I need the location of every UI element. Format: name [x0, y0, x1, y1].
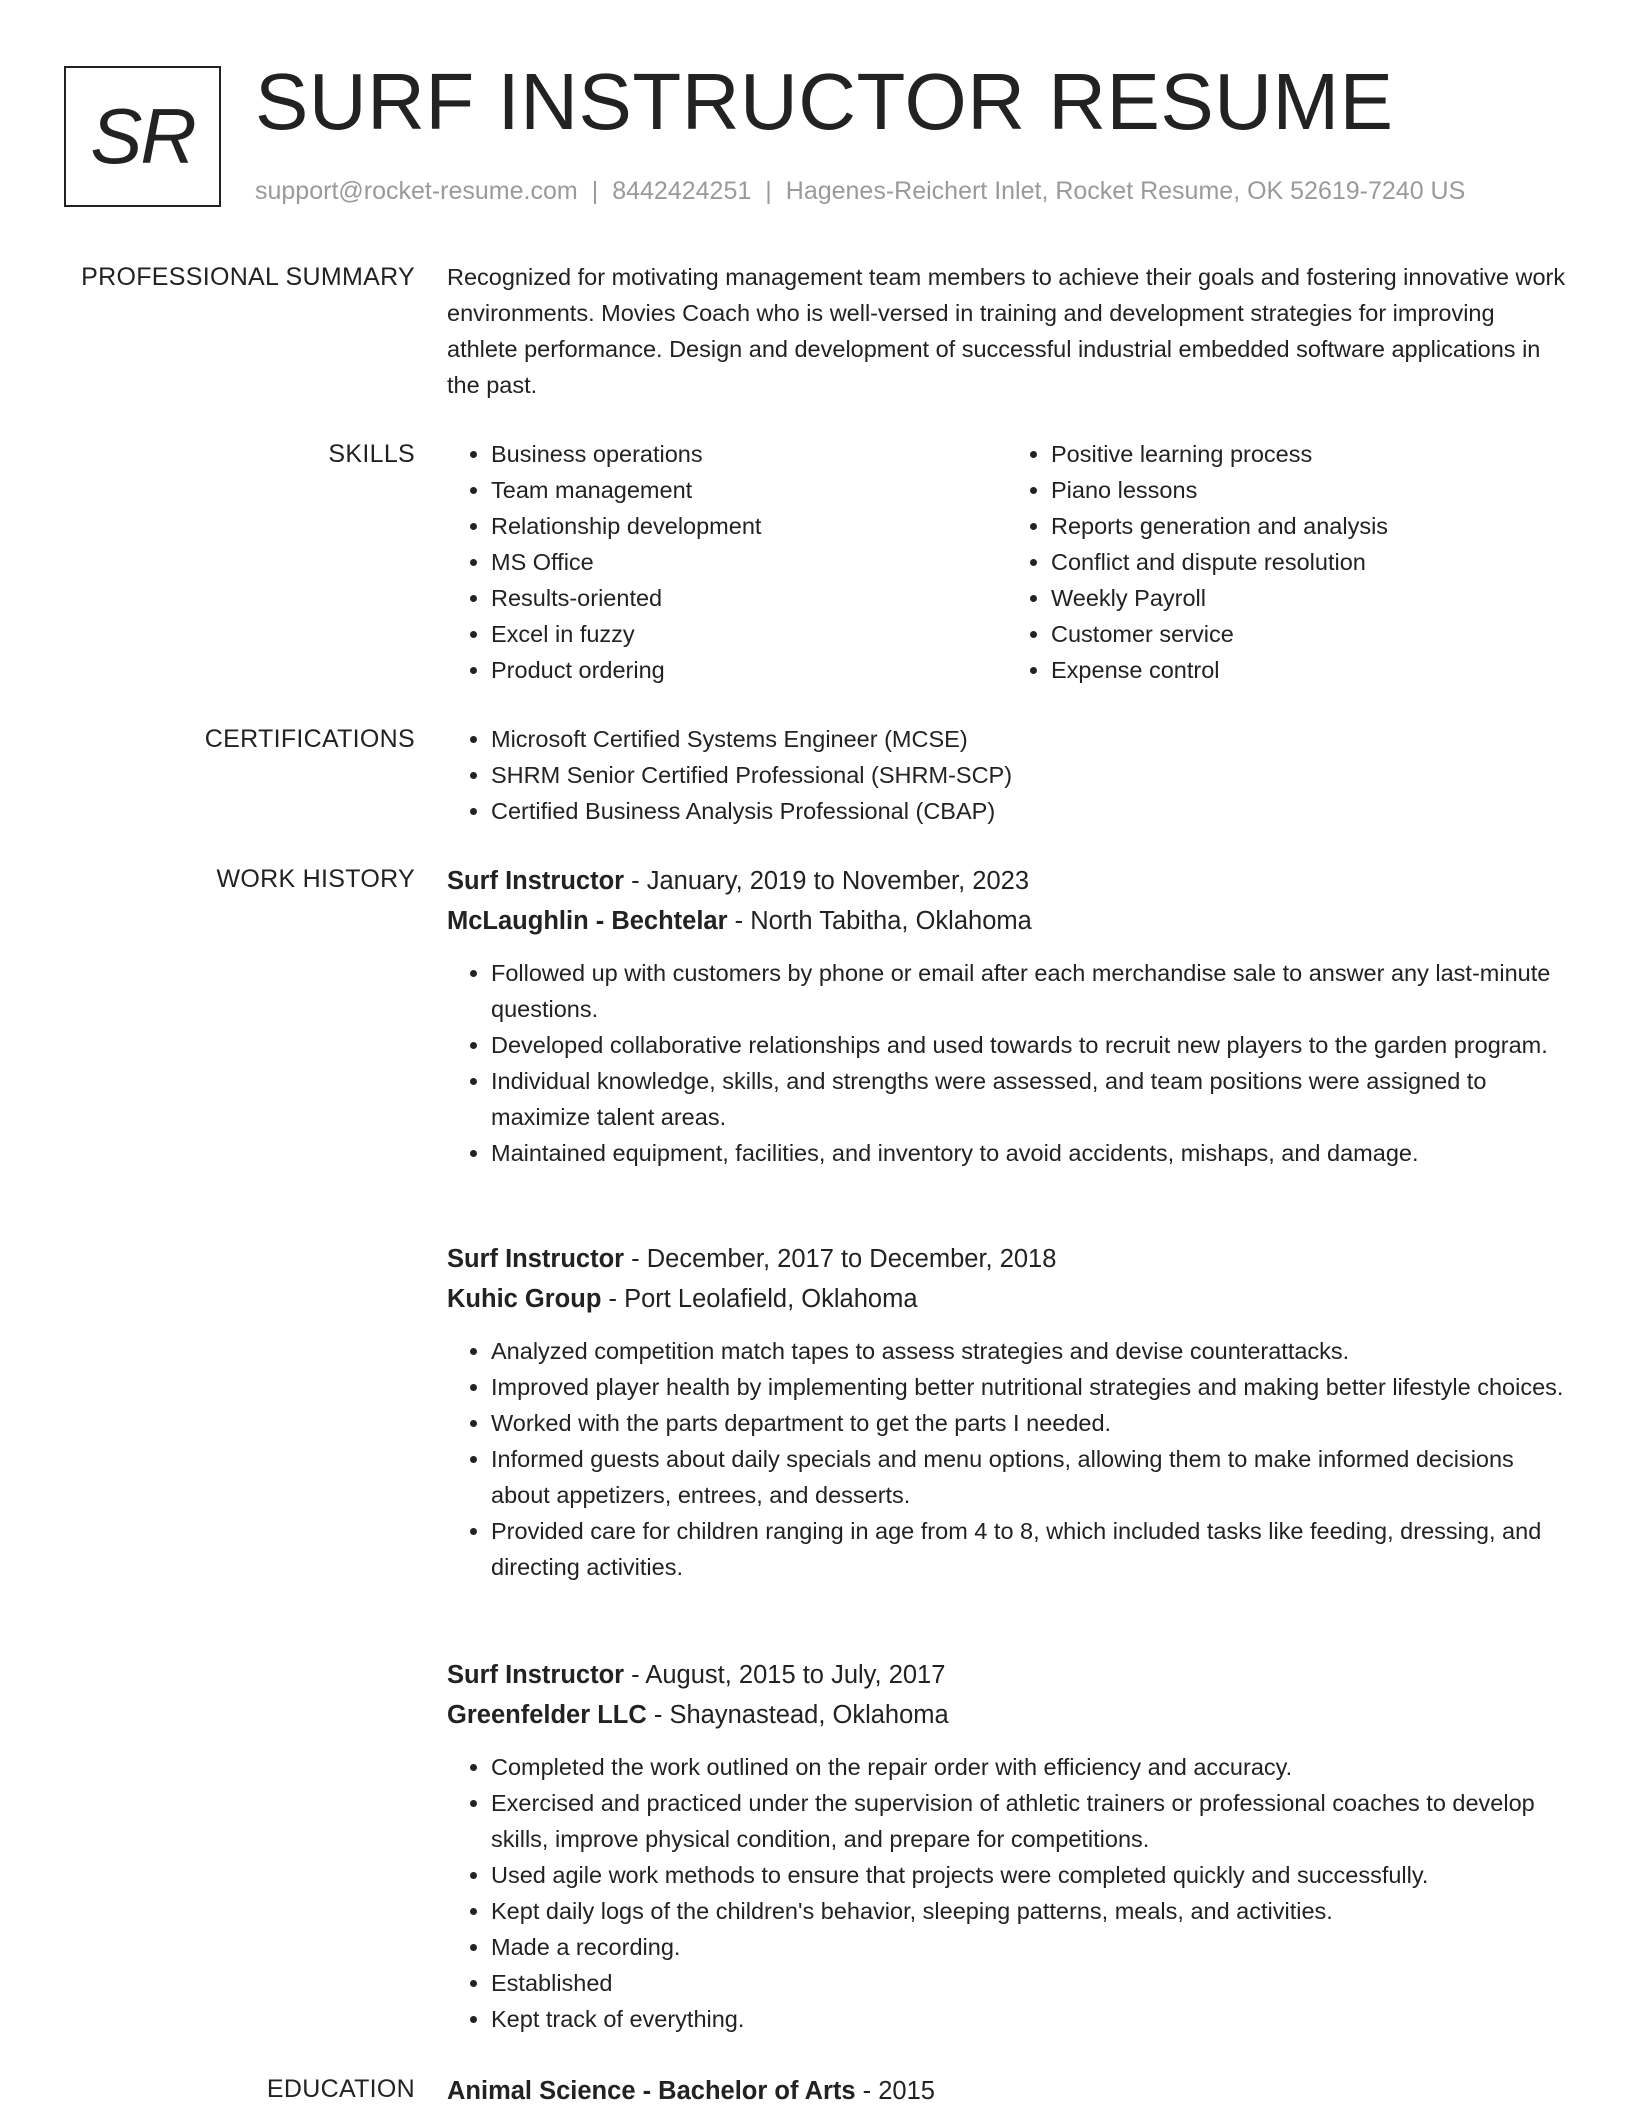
job-dates: - December, 2017 to December, 2018 [624, 1245, 1057, 1273]
certification-item: • SHRM Senior Certified Professional (SHRM-SCP) [491, 757, 1567, 793]
job-location: - North Tabitha, Oklahoma [727, 907, 1032, 935]
certification-item: • Microsoft Certified Systems Engineer (MCSE) [491, 721, 1567, 757]
job-bullet: • Exercised and practiced under the supervision of athletic trainers or professional coaches to develop skills, improve physical condition, and prepare for competitions. [491, 1785, 1567, 1857]
job-bullet: • Completed the work outlined on the repair order with efficiency and accuracy. [491, 1749, 1567, 1785]
job-bullet: • Maintained equipment, facilities, and inventory to avoid accidents, mishaps, and damage. [491, 1135, 1567, 1171]
job-bullet: • Used agile work methods to ensure that projects were completed quickly and successfully. [491, 1857, 1567, 1893]
job-location: - Port Leolafield, Oklahoma [601, 1285, 918, 1313]
skill-item: • Piano lessons [1051, 472, 1567, 508]
skill-item: • Positive learning process [1051, 436, 1567, 472]
contact-email[interactable]: support@rocket-resume.com [255, 177, 578, 205]
job-bullets [447, 1749, 1567, 2037]
job-bullet: • Improved player health by implementing better nutritional strategies and making better lifestyle choices. [491, 1369, 1567, 1405]
skill-item: • Excel in fuzzy [491, 616, 1007, 652]
job-role: Surf Instructor [447, 1245, 625, 1273]
skill-item: • Product ordering [491, 652, 1007, 688]
education-degree: Animal Science - Bachelor of Arts [447, 2077, 856, 2105]
section-title-certifications: CERTIFICATIONS [204, 725, 415, 753]
skill-item: • Business operations [491, 436, 1007, 472]
job-dates: - January, 2019 to November, 2023 [624, 867, 1030, 895]
skill-item: • Expense control [1051, 652, 1567, 688]
job-entry [447, 861, 1567, 1171]
skill-item: • Team management [491, 472, 1007, 508]
job-bullet: • Kept daily logs of the children's behavior, sleeping patterns, meals, and activities. [491, 1893, 1567, 1929]
section-title-summary: PROFESSIONAL SUMMARY [81, 263, 415, 291]
job-bullet: • Followed up with customers by phone or email after each merchandise sale to answer any last-minute questions. [491, 955, 1567, 1027]
job-bullet: • Individual knowledge, skills, and strengths were assessed, and team positions were assigned to maximize talent areas. [491, 1063, 1567, 1135]
job-bullet: • Kept track of everything. [491, 2001, 1567, 2037]
skill-item: • Customer service [1051, 616, 1567, 652]
job-bullet: • Informed guests about daily specials and menu options, allowing them to make informed decisions about appetizers, entrees, and desserts. [491, 1441, 1567, 1513]
skill-item: • Results-oriented [491, 580, 1007, 616]
skill-item: • Conflict and dispute resolution [1051, 544, 1567, 580]
job-bullet: • Made a recording. [491, 1929, 1567, 1965]
skill-item: • Relationship development [491, 508, 1007, 544]
contact-line [255, 174, 1465, 208]
job-bullets [447, 955, 1567, 1171]
contact-separator: | [765, 177, 772, 205]
skill-item: • Weekly Payroll [1051, 580, 1567, 616]
skills-list-left [447, 436, 1007, 688]
job-role: Surf Instructor [447, 867, 625, 895]
skills-list-right [1007, 436, 1567, 688]
section-title-skills: SKILLS [328, 440, 415, 468]
section-title-education: EDUCATION [266, 2075, 415, 2103]
contact-separator: | [591, 177, 599, 205]
resume-title: SURF INSTRUCTOR RESUME [255, 57, 1394, 146]
job-title-line [447, 1655, 1567, 1695]
job-role: Surf Instructor [447, 1661, 625, 1689]
certifications-list [447, 721, 1567, 829]
job-company-line [447, 1695, 1567, 1735]
job-bullet: • Established [491, 1965, 1567, 2001]
job-bullet: • Analyzed competition match tapes to assess strategies and devise counterattacks. [491, 1333, 1567, 1369]
monogram-logo: SR [64, 66, 221, 207]
job-company: McLaughlin - Bechtelar [447, 907, 728, 935]
job-company: Greenfelder LLC [447, 1701, 647, 1729]
job-bullets [447, 1333, 1567, 1585]
contact-phone[interactable]: 8442424251 [612, 177, 752, 205]
job-title-line [447, 861, 1567, 901]
education-line [447, 2071, 1567, 2111]
skill-item: • Reports generation and analysis [1051, 508, 1567, 544]
job-bullet: • Developed collaborative relationships and used towards to recruit new players to the garden program. [491, 1027, 1567, 1063]
summary-text: Recognized for motivating management team members to achieve their goals and fostering innovative work environments. Movies Coach who is well-versed in training and development strategies for improving athlete performance. Design and development of successful industrial embedded software applications in the past. [447, 264, 1566, 398]
job-title-line [447, 1239, 1567, 1279]
job-dates: - August, 2015 to July, 2017 [624, 1661, 946, 1689]
job-location: - Shaynastead, Oklahoma [646, 1701, 949, 1729]
contact-address: Hagenes-Reichert Inlet, Rocket Resume, OK 52619-7240 US [785, 177, 1466, 205]
job-company: Kuhic Group [447, 1285, 602, 1313]
job-company-line [447, 1279, 1567, 1319]
certification-item: • Certified Business Analysis Professional (CBAP) [491, 793, 1567, 829]
skill-item: • MS Office [491, 544, 1007, 580]
section-title-work-history: WORK HISTORY [216, 865, 415, 893]
job-bullet: • Provided care for children ranging in age from 4 to 8, which included tasks like feeding, dressing, and directing activities. [491, 1513, 1567, 1585]
job-company-line [447, 901, 1567, 941]
job-bullet: • Worked with the parts department to get the parts I needed. [491, 1405, 1567, 1441]
education-year: - 2015 [855, 2077, 935, 2105]
